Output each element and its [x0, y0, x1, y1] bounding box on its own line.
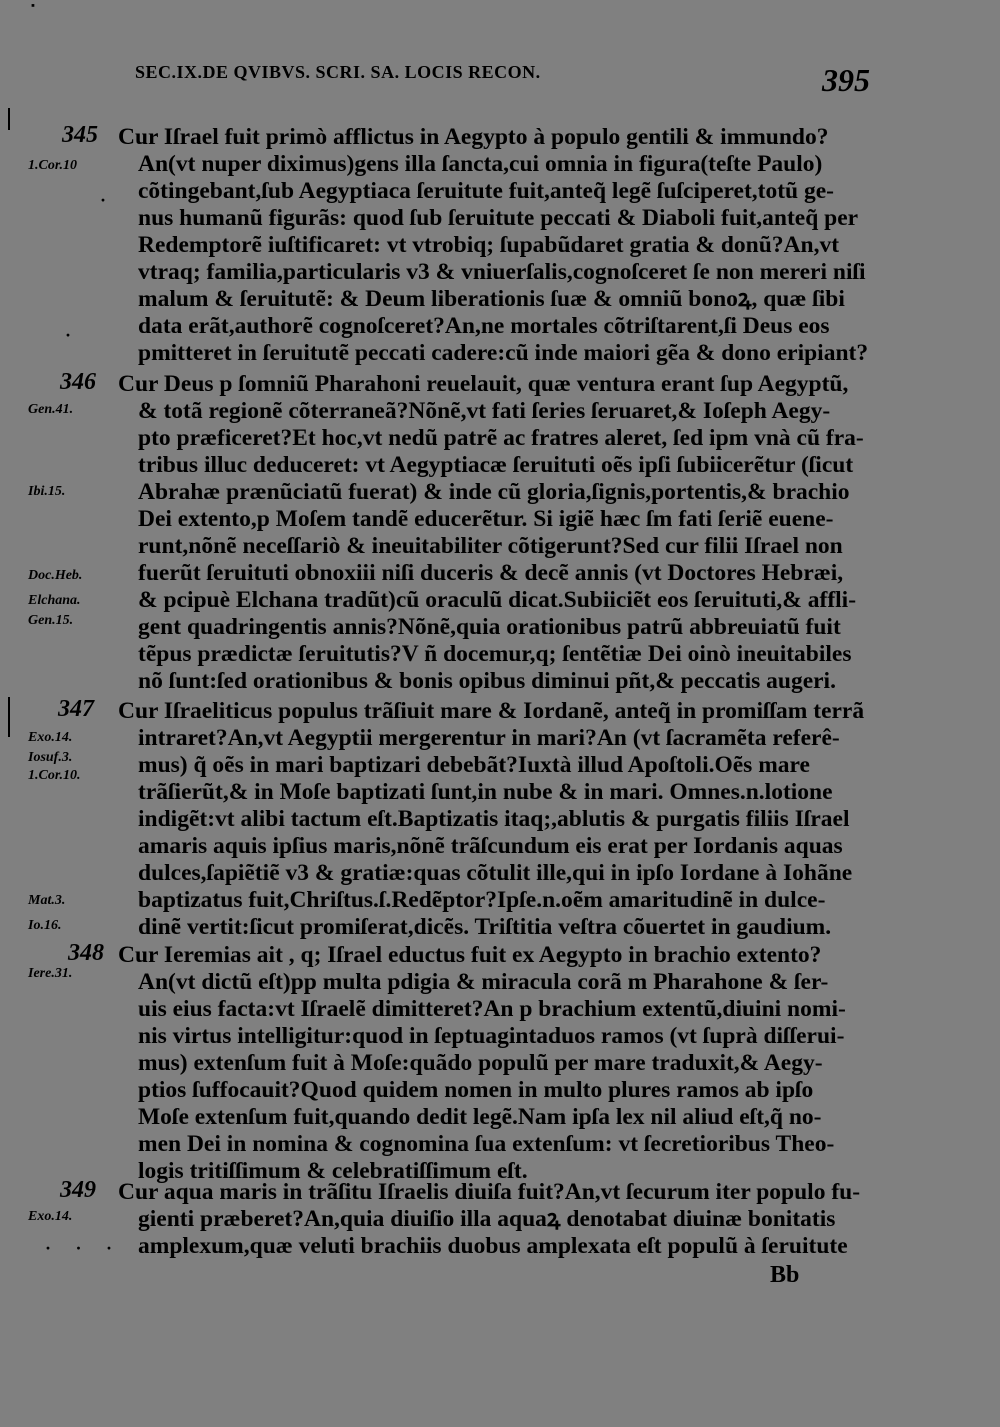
text-line: tribus illuc deduceret: vt Aegyptiacæ ſeruituti oẽs ipſi ſubiicerẽtur (ſicut: [138, 452, 854, 478]
text-line: runt,nõnẽ neceſſariò & ineuitabiliter cõtigerunt?Sed cur filii Iſrael non: [138, 533, 843, 559]
text-line: vtraq; familia,particularis v3 & vniuerſalis,cognoſceret ſe non mereri niſi: [138, 259, 866, 285]
text-line: intraret?An,vt Aegyptii mergerentur in mari?An (vt ſacramẽta referê-: [138, 725, 840, 751]
margin-note: Iere.31.: [28, 966, 73, 981]
text-line: Redemptorẽ iuſtificaret: vt vtrobiq; ſupabũdaret gratia & donũ?An,vt: [138, 232, 840, 258]
text-line: An(vt dictũ eſt)pp multa pdigia & miracula corã m Pharahone & ſer-: [138, 969, 829, 995]
text-line: trãſierũt,& in Moſe baptizati ſunt,in nube & in mari. Omnes.n.lotione: [138, 779, 833, 805]
text-line: & pcipuè Elchana tradũt)cũ oraculũ dicat.Subiiciẽt eos ſeruituti,& affli-: [138, 587, 857, 613]
margin-note: Exo.14.: [28, 730, 73, 745]
margin-note: Exo.14.: [28, 1209, 73, 1224]
text-line: gent quadringentis annis?Nõnẽ,quia orationibus patrũ abbreuiatũ fuit: [138, 614, 841, 640]
text-line: malum & ſeruitutẽ: & Deum liberationis ſuæ & omniũ bonoꝝ, quæ ſibi: [138, 286, 845, 312]
text-line: Cur Deus p ſomniũ Pharahoni reuelauit, quæ ventura erant ſup Aegyptũ,: [118, 371, 849, 397]
text-line: indigẽt:vt alibi tactum eſt.Baptizatis itaq;,ablutis & purgatis filiis Iſrael: [138, 806, 850, 832]
text-line: Cur Iſraeliticus populus trãſiuit mare & Iordanẽ, anteq̃ in promiſſam terrã: [118, 698, 865, 724]
page-number: 395: [822, 62, 870, 98]
text-line: pto præficeret?Et hoc,vt nedũ patrẽ ac fratres aleret, ſed ipm vnà cũ fra-: [138, 425, 864, 451]
running-head: SEC.IX.DE QVIBVS. SCRI. SA. LOCIS RECON.: [135, 62, 541, 82]
text-line: nõ ſunt:ſed orationibus & bonis opibus diminui pñt,& peccatis augeri.: [138, 668, 836, 694]
question-number: 349: [60, 1177, 96, 1203]
ink-dots: ·: [100, 190, 117, 210]
margin-note: Mat.3.: [28, 893, 66, 908]
margin-note: Gen.41.: [28, 402, 74, 417]
catchword: Bb: [770, 1262, 800, 1288]
ink-dots: ·: [65, 325, 82, 345]
text-line: An(vt nuper diximus)gens illa ſancta,cui omnia in figura(teſte Paulo): [138, 151, 823, 177]
text-line: pmitteret in ſeruitutẽ peccati cadere:cũ inde maiori gẽa & dono eripiant?: [138, 340, 869, 366]
question-number: 348: [68, 940, 104, 966]
margin-note: Doc.Heb.: [28, 568, 83, 583]
text-line: logis tritiſſimum & celebratiſſimum eſt.: [138, 1158, 528, 1184]
ink-dots: · · ·: [45, 1238, 123, 1258]
margin-note: Io.16.: [28, 918, 62, 933]
text-line: data erãt,authorẽ cognoſceret?An,ne mortales cõtriſtarent,ſi Deus eos: [138, 313, 830, 339]
text-line: tẽpus prædictæ ſeruitutis?V ñ docemur,q; ſentẽtiæ Dei oinò ineuitabiles: [138, 641, 852, 667]
text-line: Dei extento,p Moſem tandẽ educerẽtur. Si igiẽ hæc ſm fati ſeriẽ euene-: [138, 506, 834, 532]
text-line: dinẽ vertit:ſicut promiſerat,dicẽs. Triſtitia veſtra cõuertet in gaudium.: [138, 914, 832, 940]
ink-mark: ᐝ: [30, 2, 36, 24]
text-line: Moſe extenſum fuit,quando dedit legẽ.Nam ipſa lex nil aliud eſt,q̃ no-: [138, 1104, 822, 1130]
text-line: mus) extenſum fuit à Moſe:quãdo populũ per mare traduxit,& Aegy-: [138, 1050, 823, 1076]
text-line: baptizatus fuit,Chriſtus.ſ.Redẽptor?Ipſe.n.oẽm amaritudinẽ in dulce-: [138, 887, 826, 913]
text-line: amaris aquis ipſius maris,nõnẽ trãſcundum eis erat per Iordanis aquas: [138, 833, 843, 859]
text-line: & totã regionẽ cõterraneã?Nõnẽ,vt fati ſeries ſeruaret,& Ioſeph Aegy-: [138, 398, 831, 424]
margin-note: Ibi.15.: [28, 484, 66, 499]
text-line: cõtingebant,ſub Aegyptiaca ſeruitute fuit,anteq̃ legẽ ſuſciperet,totũ ge-: [138, 178, 835, 204]
margin-note: Iosuf.3.: [28, 750, 73, 765]
question-number: 347: [58, 696, 94, 722]
text-line: men Dei in nomina & cognomina ſua extenſum: vt ſecretioribus Theo-: [138, 1131, 835, 1157]
text-line: Cur aqua maris in trãſitu Iſraelis diuiſa fuit?An,vt ſecurum iter populo fu-: [118, 1179, 861, 1205]
text-line: dulces,ſapiẽtiẽ v3 & gratiæ:quas cõtulit ille,qui in ipſo Iordane à Iohãne: [138, 860, 853, 886]
text-line: nus humanũ figurãs: quod ſub ſeruitute peccati & Diaboli fuit,anteq̃ per: [138, 205, 859, 231]
margin-note: Elchana.: [28, 593, 81, 608]
margin-note: 1.Cor.10.: [28, 768, 81, 783]
text-line: fuerũt ſeruituti obnoxiii niſi duceris & decẽ annis (vt Doctores Hebræi,: [138, 560, 844, 586]
margin-rule: [8, 108, 10, 130]
question-number: 345: [62, 122, 98, 148]
question-number: 346: [60, 369, 96, 395]
text-line: nis virtus intelligitur:quod in ſeptuagintaduos ramos (vt ſuprà diſſerui-: [138, 1023, 845, 1049]
text-line: Cur Ieremias ait , q; Iſrael eductus fuit ex Aegypto in brachio extento?: [118, 942, 822, 968]
text-line: amplexum,quæ veluti brachiis duobus amplexata eſt populũ à ſeruitute: [138, 1233, 848, 1259]
margin-rule: [8, 697, 10, 737]
text-line: Abrahæ prænũciatũ fuerat) & inde cũ gloria,ſignis,portentis,& brachio: [138, 479, 850, 505]
text-line: ptios ſuffocauit?Quod quidem nomen in multo plures ramos ab ipſo: [138, 1077, 814, 1103]
text-line: Cur Iſrael fuit primò afflictus in Aegypto à populo gentili & immundo?: [118, 124, 829, 150]
text-line: uis eius facta:vt Iſraelẽ dimitteret?An p brachium extentũ,diuini nomi-: [138, 996, 846, 1022]
text-line: gienti præberet?An,quia diuiſio illa aquaꝝ denotabat diuinæ bonitatis: [138, 1206, 836, 1232]
margin-note: 1.Cor.10: [28, 158, 78, 173]
text-line: mus) q̃ oẽs in mari baptizari debebãt?Iuxtà illud Apoſtoli.Oẽs mare: [138, 752, 810, 778]
margin-note: Gen.15.: [28, 613, 74, 628]
